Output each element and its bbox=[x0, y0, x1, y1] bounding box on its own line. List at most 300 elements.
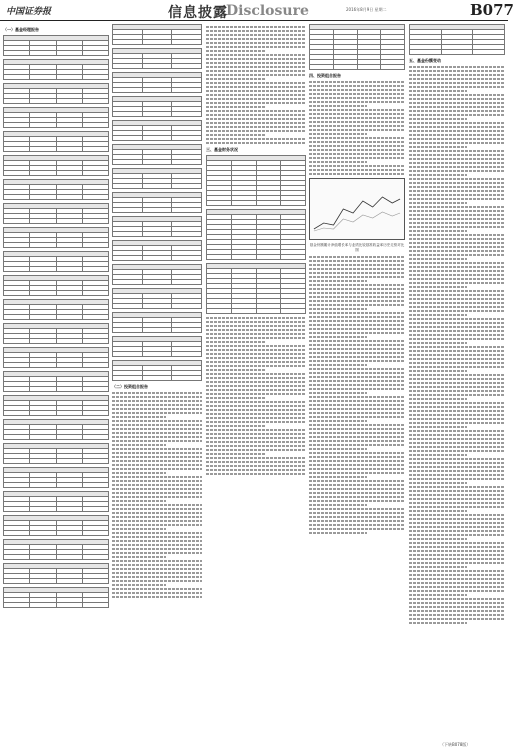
text-line bbox=[409, 262, 505, 264]
text-line bbox=[409, 238, 505, 240]
text-line bbox=[309, 264, 405, 266]
text-line bbox=[112, 564, 202, 566]
text-line bbox=[309, 328, 405, 330]
text-line bbox=[409, 150, 505, 152]
column-2 bbox=[112, 24, 202, 600]
text-line bbox=[409, 322, 505, 324]
text-line bbox=[112, 508, 202, 510]
text-line bbox=[112, 536, 202, 538]
text-line bbox=[409, 118, 467, 120]
text-line bbox=[112, 500, 166, 502]
text-line bbox=[409, 566, 467, 568]
text-line bbox=[409, 502, 505, 504]
text-line bbox=[409, 522, 505, 524]
column-1 bbox=[3, 24, 109, 611]
text-line bbox=[309, 256, 405, 258]
text-line bbox=[309, 117, 405, 119]
text-line bbox=[112, 440, 202, 442]
text-line bbox=[409, 610, 505, 612]
text-line bbox=[206, 74, 306, 76]
text-line bbox=[112, 488, 202, 490]
text-line bbox=[112, 584, 166, 586]
text-line bbox=[409, 198, 505, 200]
fund-table bbox=[112, 341, 202, 357]
text-line bbox=[409, 402, 505, 404]
fund-table bbox=[112, 149, 202, 165]
fund-table bbox=[3, 472, 109, 488]
text-line bbox=[309, 392, 367, 394]
fund-table bbox=[3, 40, 109, 56]
text-line bbox=[309, 436, 405, 438]
text-line bbox=[309, 324, 405, 326]
text-line bbox=[309, 400, 405, 402]
nav-chart-svg bbox=[310, 179, 404, 239]
text-line bbox=[309, 113, 405, 115]
fund-table bbox=[3, 208, 109, 224]
text-line bbox=[409, 114, 505, 116]
text-line bbox=[309, 105, 367, 107]
text-line bbox=[112, 424, 202, 426]
text-line bbox=[206, 142, 306, 144]
series-fund bbox=[314, 197, 400, 229]
text-line bbox=[206, 42, 306, 44]
text-line bbox=[309, 304, 405, 306]
text-line bbox=[409, 226, 505, 228]
text-line bbox=[309, 276, 405, 278]
text-line bbox=[309, 173, 405, 175]
text-line bbox=[409, 586, 505, 588]
text-line bbox=[112, 484, 202, 486]
text-line bbox=[206, 381, 306, 383]
text-line bbox=[409, 470, 505, 472]
text-line bbox=[309, 396, 405, 398]
text-line bbox=[309, 480, 405, 482]
text-line bbox=[206, 321, 306, 323]
text-line bbox=[309, 356, 405, 358]
text-line bbox=[206, 333, 306, 335]
text-line bbox=[206, 98, 306, 100]
text-line bbox=[409, 578, 505, 580]
text-line bbox=[409, 82, 505, 84]
text-line bbox=[409, 594, 467, 596]
text-line bbox=[112, 404, 202, 406]
text-line bbox=[409, 170, 505, 172]
fund-table bbox=[112, 269, 202, 285]
text-line bbox=[206, 389, 306, 391]
section-title-en: Disclosure bbox=[226, 3, 309, 19]
text-line bbox=[409, 298, 505, 300]
text-line bbox=[409, 314, 467, 316]
nav-chart bbox=[309, 178, 405, 240]
text-line bbox=[112, 592, 202, 594]
fund-table bbox=[112, 197, 202, 213]
text-line bbox=[309, 344, 405, 346]
text-line bbox=[309, 81, 405, 83]
text-line bbox=[112, 504, 202, 506]
fund-table bbox=[3, 424, 109, 440]
text-line bbox=[206, 78, 266, 80]
text-line bbox=[309, 484, 405, 486]
text-line bbox=[409, 106, 505, 108]
fund-table bbox=[112, 221, 202, 237]
text-line bbox=[309, 332, 405, 334]
text-line bbox=[409, 318, 505, 320]
column-heading: （一）基金经理报告 bbox=[3, 27, 39, 32]
text-line bbox=[409, 278, 505, 280]
text-line bbox=[309, 97, 405, 99]
text-line bbox=[309, 296, 405, 298]
fund-table bbox=[3, 184, 109, 200]
fund-table bbox=[3, 400, 109, 416]
text-line bbox=[309, 500, 405, 502]
text-line bbox=[206, 38, 306, 40]
text-line bbox=[409, 398, 467, 400]
text-line bbox=[409, 498, 505, 500]
text-line bbox=[409, 446, 505, 448]
text-line bbox=[309, 89, 405, 91]
text-line bbox=[409, 306, 505, 308]
text-line bbox=[309, 468, 405, 470]
column-heading: 五、基金份额变动 bbox=[409, 58, 441, 63]
text-line bbox=[309, 448, 367, 450]
text-line bbox=[206, 393, 306, 395]
text-line bbox=[309, 165, 405, 167]
text-line bbox=[206, 461, 306, 463]
text-line bbox=[409, 350, 505, 352]
text-line bbox=[112, 416, 166, 418]
text-line bbox=[206, 353, 306, 355]
fund-table bbox=[112, 125, 202, 141]
text-line bbox=[409, 250, 505, 252]
text-line bbox=[409, 614, 505, 616]
fund-table bbox=[3, 304, 109, 320]
text-line bbox=[309, 260, 405, 262]
text-line bbox=[409, 370, 467, 372]
text-line bbox=[112, 428, 202, 430]
fund-table bbox=[3, 376, 109, 392]
text-line bbox=[409, 622, 467, 624]
section-title: 信息披露 bbox=[168, 5, 228, 21]
text-line bbox=[309, 528, 405, 530]
text-line bbox=[409, 110, 505, 112]
text-line bbox=[409, 266, 505, 268]
column-3 bbox=[206, 24, 306, 477]
text-line bbox=[112, 408, 202, 410]
text-line bbox=[206, 469, 306, 471]
text-line bbox=[409, 530, 505, 532]
text-line bbox=[309, 336, 367, 338]
text-line bbox=[206, 62, 306, 64]
text-line bbox=[112, 568, 202, 570]
text-line bbox=[409, 410, 505, 412]
fund-table bbox=[3, 496, 109, 512]
text-line bbox=[409, 258, 467, 260]
text-line bbox=[309, 464, 405, 466]
text-line bbox=[409, 290, 505, 292]
column-5 bbox=[409, 24, 505, 626]
text-line bbox=[409, 386, 505, 388]
text-line bbox=[309, 520, 405, 522]
text-line bbox=[309, 452, 405, 454]
text-line bbox=[206, 50, 266, 52]
fund-table bbox=[3, 160, 109, 176]
text-line bbox=[112, 576, 202, 578]
text-line bbox=[309, 376, 405, 378]
text-line bbox=[112, 596, 202, 598]
fund-table bbox=[112, 29, 202, 45]
fund-table bbox=[112, 101, 202, 117]
fund-table bbox=[3, 88, 109, 104]
text-line bbox=[409, 454, 467, 456]
text-line bbox=[112, 468, 202, 470]
text-line bbox=[409, 510, 467, 512]
fund-table bbox=[112, 293, 202, 309]
text-line bbox=[409, 422, 505, 424]
text-line bbox=[206, 34, 306, 36]
text-line bbox=[309, 284, 405, 286]
text-line bbox=[409, 494, 505, 496]
text-line bbox=[409, 218, 505, 220]
text-line bbox=[309, 316, 405, 318]
fund-table bbox=[3, 280, 109, 296]
text-line bbox=[112, 464, 202, 466]
text-line bbox=[409, 418, 505, 420]
text-line bbox=[409, 334, 505, 336]
text-line bbox=[409, 378, 505, 380]
text-line bbox=[309, 428, 405, 430]
text-line bbox=[206, 357, 306, 359]
text-line bbox=[206, 345, 306, 347]
text-line bbox=[409, 158, 505, 160]
text-line bbox=[112, 580, 202, 582]
text-line bbox=[112, 396, 202, 398]
text-line bbox=[206, 94, 306, 96]
text-line bbox=[309, 272, 405, 274]
text-line bbox=[409, 206, 505, 208]
fund-table bbox=[3, 232, 109, 248]
text-line bbox=[409, 374, 505, 376]
fund-table bbox=[3, 136, 109, 152]
text-line bbox=[409, 482, 467, 484]
text-line bbox=[206, 385, 306, 387]
text-line bbox=[309, 133, 367, 135]
text-line bbox=[112, 444, 166, 446]
text-line bbox=[309, 508, 405, 510]
text-line bbox=[409, 302, 505, 304]
text-line bbox=[112, 520, 202, 522]
text-line bbox=[309, 93, 405, 95]
column-heading: 四、投资组合报告 bbox=[309, 73, 341, 78]
text-line bbox=[409, 362, 505, 364]
text-line bbox=[112, 456, 202, 458]
text-line bbox=[206, 130, 306, 132]
chart-caption: 基金份额累计净值增长率与业绩比较基准收益率历史走势对比图 bbox=[309, 243, 405, 252]
text-line bbox=[112, 532, 202, 534]
text-line bbox=[206, 66, 306, 68]
text-line bbox=[409, 414, 505, 416]
text-line bbox=[206, 329, 306, 331]
column-heading: （二）投资组合报告 bbox=[112, 384, 148, 389]
text-line bbox=[206, 465, 306, 467]
text-line bbox=[309, 516, 405, 518]
text-line bbox=[409, 210, 505, 212]
text-line bbox=[309, 129, 405, 131]
fund-table bbox=[3, 112, 109, 128]
text-line bbox=[206, 429, 306, 431]
text-line bbox=[409, 354, 505, 356]
text-line bbox=[309, 109, 405, 111]
fund-table bbox=[112, 317, 202, 333]
text-line bbox=[409, 338, 505, 340]
text-line bbox=[309, 312, 405, 314]
text-line bbox=[206, 54, 306, 56]
text-line bbox=[206, 138, 306, 140]
text-line bbox=[112, 512, 202, 514]
text-line bbox=[112, 392, 202, 394]
text-line bbox=[112, 492, 202, 494]
fund-table bbox=[3, 520, 109, 536]
newspaper-logo: 中国证券报 bbox=[6, 7, 52, 17]
text-line bbox=[409, 406, 505, 408]
fund-table bbox=[3, 448, 109, 464]
text-line bbox=[409, 538, 467, 540]
text-line bbox=[309, 416, 405, 418]
text-line bbox=[206, 90, 306, 92]
text-line bbox=[409, 346, 505, 348]
text-line bbox=[112, 544, 202, 546]
text-line bbox=[409, 70, 505, 72]
fund-table bbox=[206, 214, 306, 260]
text-line bbox=[409, 574, 505, 576]
text-line bbox=[309, 364, 367, 366]
text-line bbox=[409, 190, 505, 192]
text-line bbox=[409, 102, 505, 104]
text-line bbox=[112, 472, 166, 474]
text-line bbox=[309, 496, 405, 498]
text-line bbox=[309, 404, 405, 406]
text-line bbox=[409, 178, 505, 180]
text-line bbox=[309, 161, 367, 163]
text-line bbox=[206, 349, 306, 351]
text-line bbox=[309, 352, 405, 354]
text-line bbox=[206, 82, 306, 84]
text-line bbox=[206, 361, 306, 363]
text-line bbox=[409, 66, 505, 68]
text-line bbox=[309, 149, 405, 151]
fund-table bbox=[409, 29, 505, 55]
text-line bbox=[309, 420, 367, 422]
text-line bbox=[409, 618, 505, 620]
text-line bbox=[409, 458, 505, 460]
column-heading: 三、基金财务状况 bbox=[206, 147, 238, 152]
text-line bbox=[206, 134, 266, 136]
text-line bbox=[112, 552, 202, 554]
text-line bbox=[206, 86, 306, 88]
text-line bbox=[309, 532, 367, 534]
text-line bbox=[309, 388, 405, 390]
fund-table bbox=[206, 268, 306, 314]
text-line bbox=[409, 534, 505, 536]
text-line bbox=[112, 588, 202, 590]
text-line bbox=[409, 582, 505, 584]
text-line bbox=[309, 340, 405, 342]
text-line bbox=[206, 365, 306, 367]
text-line bbox=[309, 412, 405, 414]
text-line bbox=[112, 524, 202, 526]
text-line bbox=[206, 445, 306, 447]
text-line bbox=[309, 408, 405, 410]
text-line bbox=[409, 90, 467, 92]
text-line bbox=[309, 308, 367, 310]
text-line bbox=[112, 436, 202, 438]
text-line bbox=[206, 58, 306, 60]
text-line bbox=[206, 102, 306, 104]
text-line bbox=[409, 154, 505, 156]
text-line bbox=[309, 432, 405, 434]
text-line bbox=[309, 137, 405, 139]
text-line bbox=[409, 562, 505, 564]
text-line bbox=[309, 169, 405, 171]
text-line bbox=[309, 424, 405, 426]
text-line bbox=[309, 384, 405, 386]
text-line bbox=[112, 548, 202, 550]
text-line bbox=[206, 70, 306, 72]
text-line bbox=[112, 540, 202, 542]
text-line bbox=[206, 401, 306, 403]
text-line bbox=[409, 590, 505, 592]
text-line bbox=[409, 222, 505, 224]
fund-table bbox=[3, 256, 109, 272]
masthead bbox=[0, 0, 514, 21]
text-line bbox=[409, 506, 505, 508]
text-line bbox=[309, 280, 367, 282]
fund-table bbox=[3, 592, 109, 608]
fund-table bbox=[3, 64, 109, 80]
text-line bbox=[409, 194, 505, 196]
text-line bbox=[409, 394, 505, 396]
text-line bbox=[309, 492, 405, 494]
text-line bbox=[309, 292, 405, 294]
text-line bbox=[206, 106, 266, 108]
text-line bbox=[206, 341, 266, 343]
text-line bbox=[206, 413, 306, 415]
text-line bbox=[112, 448, 202, 450]
issue-date: 2016年8月9日 星期二 bbox=[346, 7, 387, 12]
text-line bbox=[409, 434, 505, 436]
text-line bbox=[112, 556, 166, 558]
text-line bbox=[409, 558, 505, 560]
text-line bbox=[409, 214, 505, 216]
text-line bbox=[206, 337, 306, 339]
text-line bbox=[309, 512, 405, 514]
text-line bbox=[409, 542, 505, 544]
text-line bbox=[206, 317, 306, 319]
fund-table bbox=[3, 352, 109, 368]
text-line bbox=[206, 114, 306, 116]
text-line bbox=[206, 110, 306, 112]
text-line bbox=[409, 518, 505, 520]
fund-table bbox=[112, 245, 202, 261]
text-line bbox=[309, 300, 405, 302]
series-benchmark bbox=[314, 212, 400, 231]
text-line bbox=[309, 85, 405, 87]
text-line bbox=[206, 421, 306, 423]
text-line bbox=[206, 417, 306, 419]
text-line bbox=[409, 142, 505, 144]
text-line bbox=[409, 246, 505, 248]
text-line bbox=[409, 98, 505, 100]
text-line bbox=[409, 294, 505, 296]
